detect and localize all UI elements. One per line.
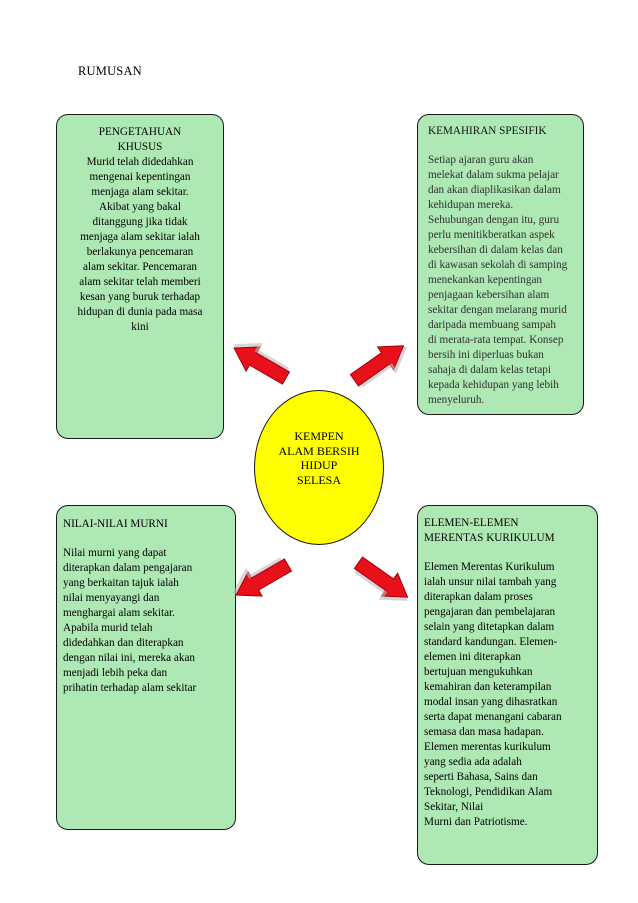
box-body: Murid telah didedahkan mengenai kepentingan menjaga alam sekitar. Akibat yang bakal ditanggung jika tidak menjaga alam sekitar ialah berlakunya pencemaran alam sekitar. Pencemaran alam sekitar telah memberi kesan yang buruk terhadap hidupan di dunia pada masa kini	[77, 156, 203, 333]
arrow-up-left-icon	[225, 338, 295, 388]
box-body: Elemen Merentas Kurikulum ialah unsur nilai tambah yang diterapkan dalam proses pengajaran dan pembelajaran selain yang ditetapkan dalam standard kandungan. Elemen- elemen ini diterapkan bertujuan mengukuhkan kemahiran dan keterampilan modal insan yang dihasratkan serta dapat menangani cabaran semasa dan masa hadapan. Elemen merentas kurikulum yang sedia ada adalah seperti Bahasa, Sains dan Teknologi, Pendidikan Alam Sekitar, Nilai Murni dan Patriotisme.	[424, 561, 562, 828]
box-elemen-merentas-kurikulum	[417, 505, 598, 865]
box-title: KEMAHIRAN SPESIFIK	[428, 125, 547, 137]
box-body: Setiap ajaran guru akan melekat dalam sukma pelajar dan akan diaplikasikan dalam kehidupan mereka. Sehubungan dengan itu, guru perlu menitikberatkan aspek kebersihan di dalam kelas dan di kawasan sekolah di samping menekankan kepentingan penjagaan kebersihan alam sekitar dengan melarang murid daripada membuang sampah di merata-rata tempat. Konsep bersih ini diperluas bukan sahaja di dalam kelas tetapi kepada kehidupan yang lebih menyeluruh.	[428, 154, 568, 406]
center-title: KEMPEN ALAM BERSIH HIDUP SELESA	[278, 429, 360, 487]
page-heading: RUMUSAN	[78, 64, 142, 78]
box-title: PENGETAHUAN KHUSUS	[98, 126, 182, 153]
center-ellipse	[254, 390, 384, 545]
box-body: Nilai murni yang dapat diterapkan dalam pengajaran yang berkaitan tajuk ialah nilai menyayangi dan menghargai alam sekitar. Apabila murid telah didedahkan dan diterapkan dengan nilai ini, mereka akan menjadi lebih peka dan prihatin terhadap alam sekitar	[63, 547, 197, 694]
box-title: NILAI-NILAI MURNI	[63, 518, 168, 530]
arrow-down-right-icon	[348, 555, 418, 605]
arrow-up-right-icon	[344, 338, 414, 388]
arrow-down-left-icon	[227, 555, 297, 605]
box-pengetahuan-khusus	[56, 114, 224, 439]
box-nilai-murni	[56, 505, 236, 830]
box-title: ELEMEN-ELEMEN MERENTAS KURIKULUM	[424, 517, 555, 544]
box-kemahiran-spesifik	[417, 114, 584, 415]
